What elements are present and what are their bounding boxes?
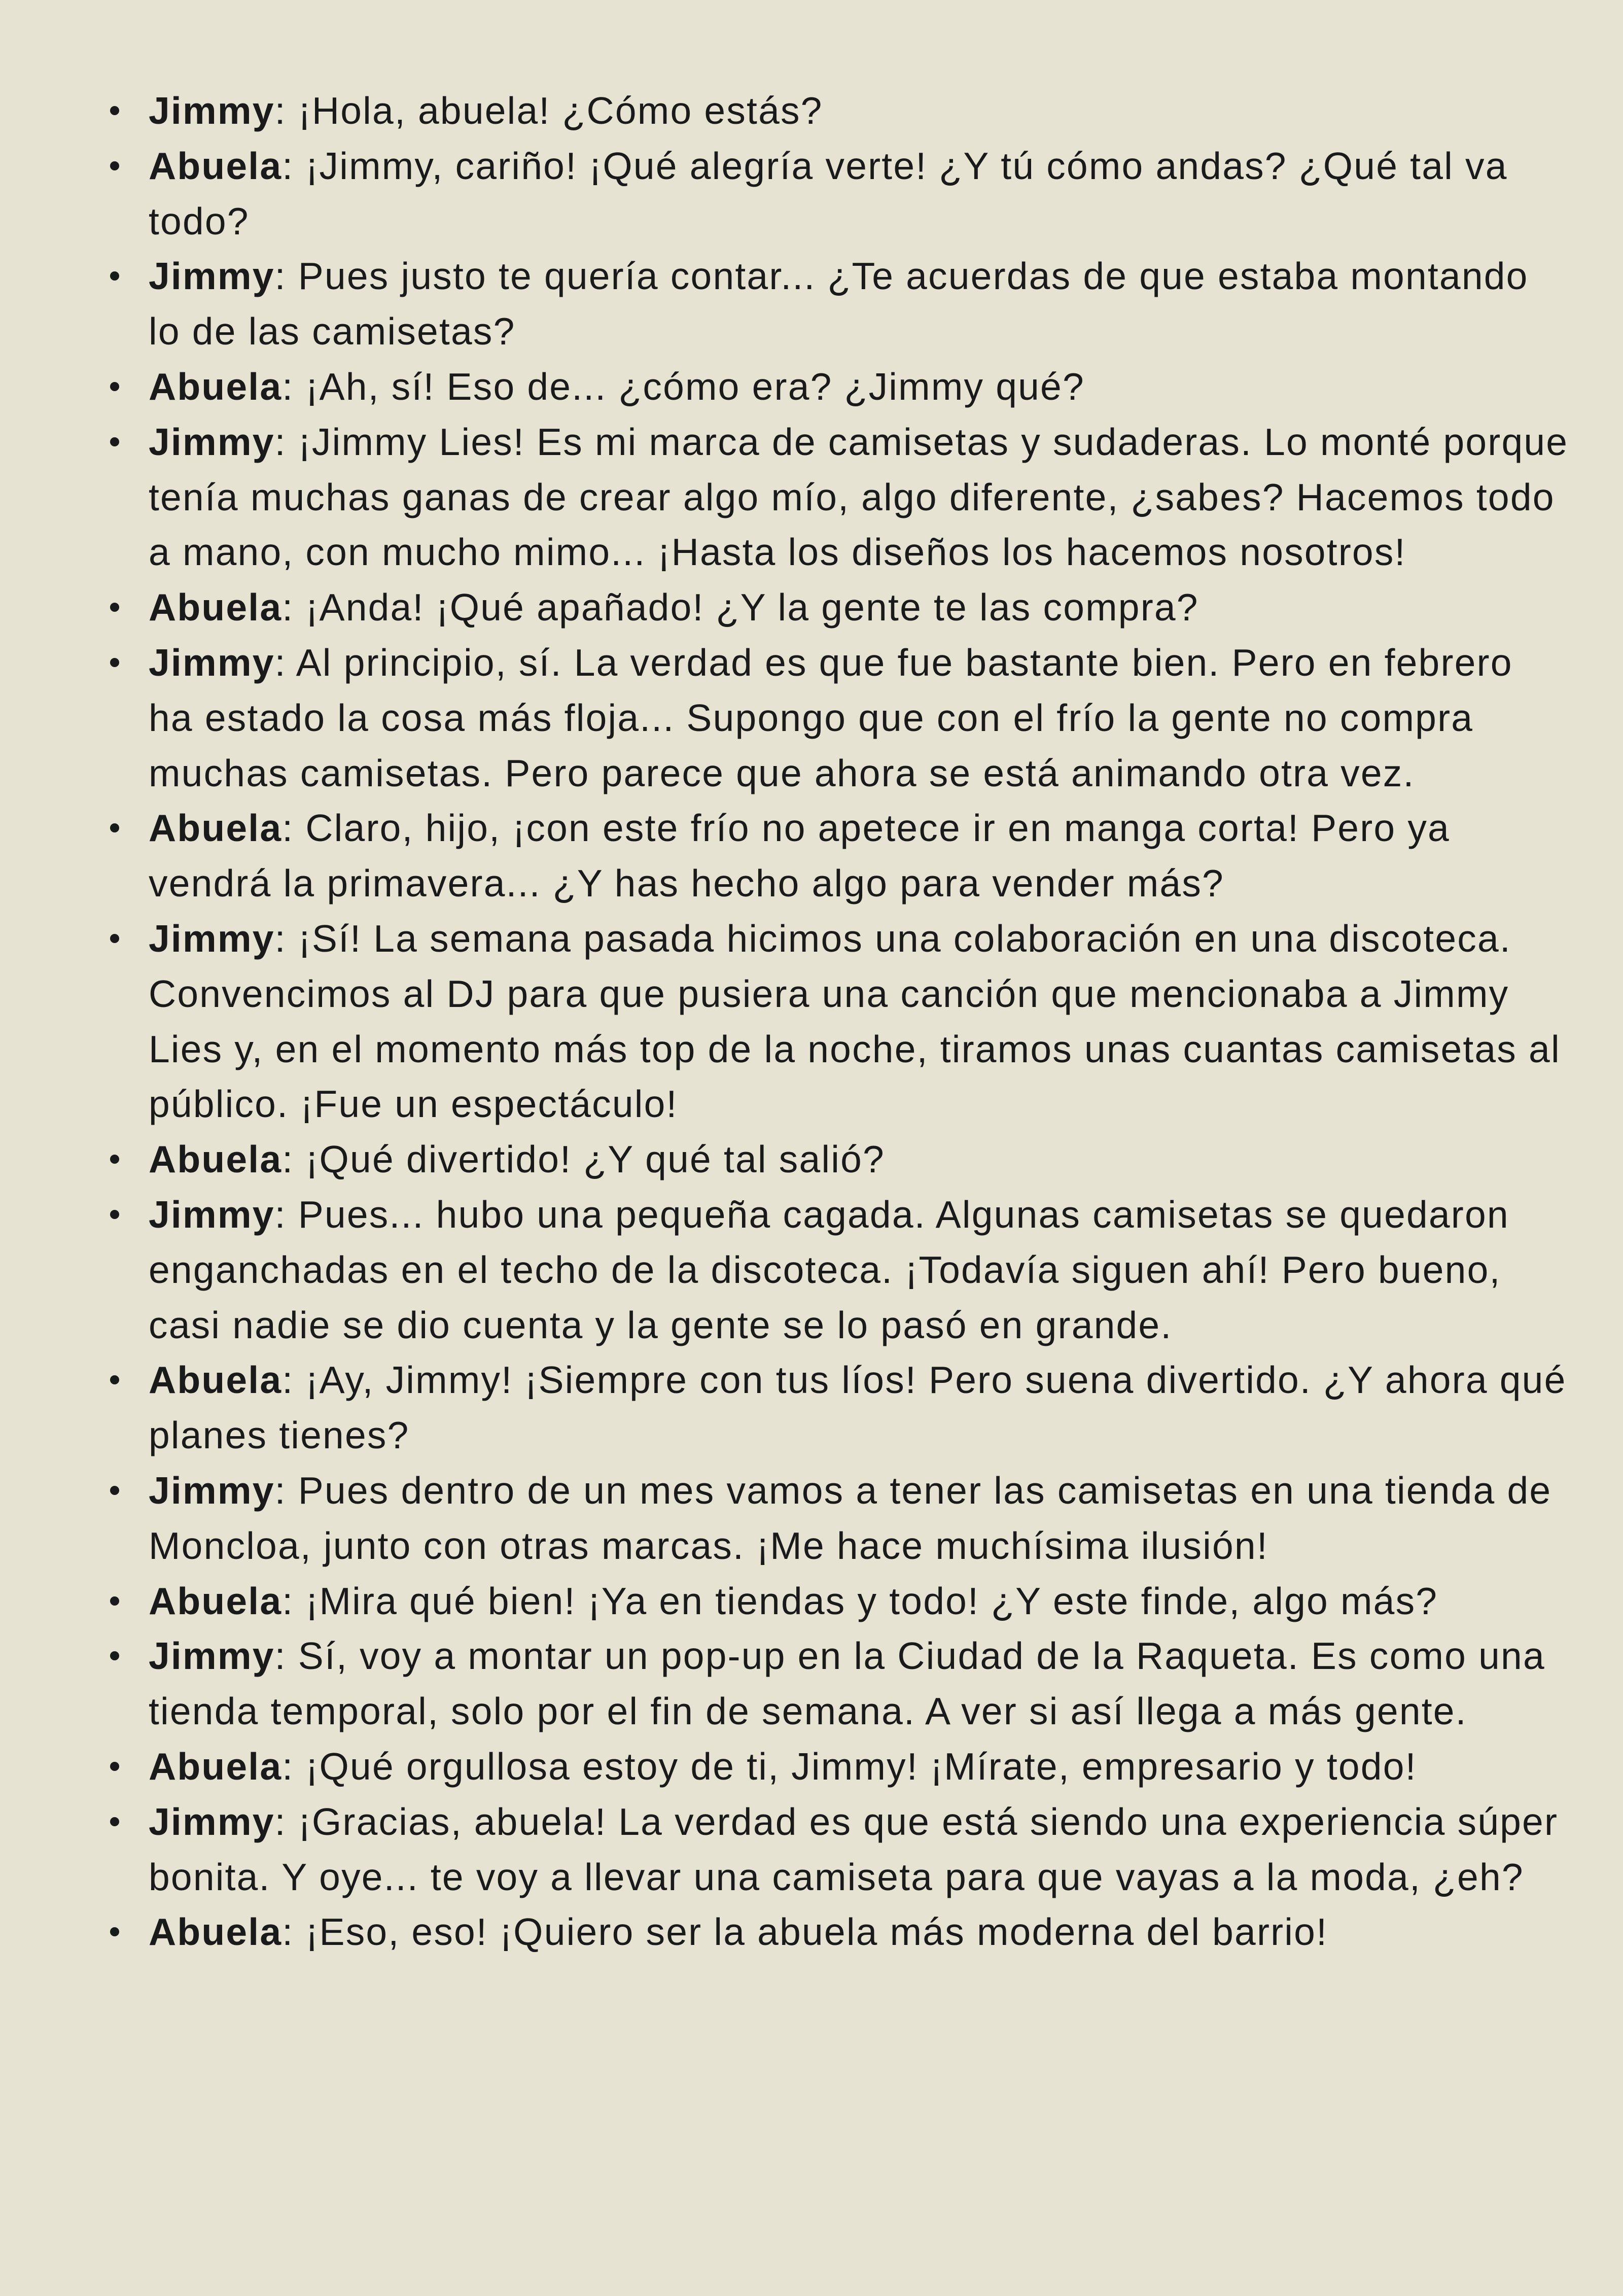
dialogue-text: : ¡Hola, abuela! ¿Cómo estás?	[274, 89, 823, 132]
dialogue-text: : Al principio, sí. La verdad es que fue bastante bien. Pero en febrero ha estado la cosa más floja... Supongo que con el frío la gente no compra muchas camisetas. Pero parece que ahora se está animando otra vez.	[149, 641, 1513, 794]
dialogue-line	[149, 1132, 1569, 1187]
speaker-name: Abuela	[149, 1579, 283, 1622]
speaker-name: Abuela	[149, 586, 283, 629]
speaker-name: Jimmy	[149, 89, 275, 132]
dialogue-text: : ¡Ah, sí! Eso de... ¿cómo era? ¿Jimmy qué?	[282, 365, 1085, 408]
dialogue-text: : ¡Jimmy Lies! Es mi marca de camisetas y sudaderas. Lo monté porque tenía muchas ganas de crear algo mío, algo diferente, ¿sabes? Hacemos todo a mano, con mucho mimo... ¡Hasta los diseños los hacemos nosotros!	[149, 420, 1569, 574]
speaker-name: Abuela	[149, 1138, 283, 1181]
dialogue-text: : ¡Ay, Jimmy! ¡Siempre con tus líos! Pero suena divertido. ¿Y ahora qué planes tienes?	[149, 1359, 1567, 1457]
speaker-name: Abuela	[149, 1910, 283, 1954]
dialogue-line	[149, 414, 1569, 580]
dialogue-text: : ¡Gracias, abuela! La verdad es que está siendo una experiencia súper bonita. Y oye... te voy a llevar una camiseta para que vayas a la moda, ¿eh?	[149, 1800, 1559, 1898]
dialogue-text: : ¡Sí! La semana pasada hicimos una colaboración en una discoteca. Convencimos al DJ para que pusiera una canción que mencionaba a Jimmy Lies y, en el momento más top de la noche, tiramos unas cuantas camisetas al público. ¡Fue un espectáculo!	[149, 917, 1561, 1126]
speaker-name: Jimmy	[149, 420, 275, 463]
dialogue-text: : ¡Mira qué bien! ¡Ya en tiendas y todo! ¿Y este finde, algo más?	[282, 1579, 1438, 1622]
dialogue-line	[149, 1574, 1569, 1629]
dialogue-line	[149, 1739, 1569, 1794]
speaker-name: Abuela	[149, 1745, 283, 1788]
dialogue-text: : ¡Qué orgullosa estoy de ti, Jimmy! ¡Mírate, empresario y todo!	[282, 1745, 1417, 1788]
dialogue-text: : ¡Jimmy, cariño! ¡Qué alegría verte! ¿Y tú cómo andas? ¿Qué tal va todo?	[149, 144, 1508, 242]
dialogue-line	[149, 911, 1569, 1132]
dialogue-line	[149, 801, 1569, 911]
speaker-name: Jimmy	[149, 1469, 275, 1512]
dialogue-line	[149, 1628, 1569, 1739]
dialogue-text: : ¡Eso, eso! ¡Quiero ser la abuela más moderna del barrio!	[282, 1910, 1328, 1954]
dialogue-text: : Pues dentro de un mes vamos a tener las camisetas en una tienda de Moncloa, junto con otras marcas. ¡Me hace muchísima ilusión!	[149, 1469, 1552, 1567]
dialogue-list	[0, 83, 1569, 1960]
dialogue-line	[149, 580, 1569, 635]
speaker-name: Abuela	[149, 365, 283, 408]
dialogue-line	[149, 249, 1569, 359]
dialogue-text: : ¡Qué divertido! ¿Y qué tal salió?	[282, 1138, 885, 1181]
dialogue-line	[149, 1794, 1569, 1905]
speaker-name: Jimmy	[149, 1800, 275, 1843]
dialogue-text: : Pues justo te quería contar... ¿Te acuerdas de que estaba montando lo de las camisetas?	[149, 255, 1529, 353]
dialogue-line	[149, 1463, 1569, 1574]
dialogue-line	[149, 1187, 1569, 1352]
speaker-name: Jimmy	[149, 641, 275, 684]
dialogue-line	[149, 1352, 1569, 1463]
speaker-name: Abuela	[149, 144, 283, 187]
speaker-name: Abuela	[149, 1359, 283, 1402]
dialogue-text: : Pues... hubo una pequeña cagada. Algunas camisetas se quedaron enganchadas en el techo de la discoteca. ¡Todavía siguen ahí! Pero bueno, casi nadie se dio cuenta y la gente se lo pasó en grande.	[149, 1193, 1509, 1346]
dialogue-line	[149, 1904, 1569, 1960]
dialogue-text: : ¡Anda! ¡Qué apañado! ¿Y la gente te las compra?	[282, 586, 1199, 629]
dialogue-text: : Claro, hijo, ¡con este frío no apetece ir en manga corta! Pero ya vendrá la primavera... ¿Y has hecho algo para vender más?	[149, 807, 1450, 905]
dialogue-line	[149, 359, 1569, 414]
dialogue-text: : Sí, voy a montar un pop-up en la Ciudad de la Raqueta. Es como una tienda temporal, solo por el fin de semana. A ver si así llega a más gente.	[149, 1634, 1545, 1733]
speaker-name: Abuela	[149, 807, 283, 850]
dialogue-line	[149, 635, 1569, 801]
speaker-name: Jimmy	[149, 917, 275, 960]
dialogue-line	[149, 138, 1569, 249]
speaker-name: Jimmy	[149, 1634, 275, 1678]
dialogue-line	[149, 83, 1569, 138]
speaker-name: Jimmy	[149, 1193, 275, 1236]
speaker-name: Jimmy	[149, 255, 275, 298]
